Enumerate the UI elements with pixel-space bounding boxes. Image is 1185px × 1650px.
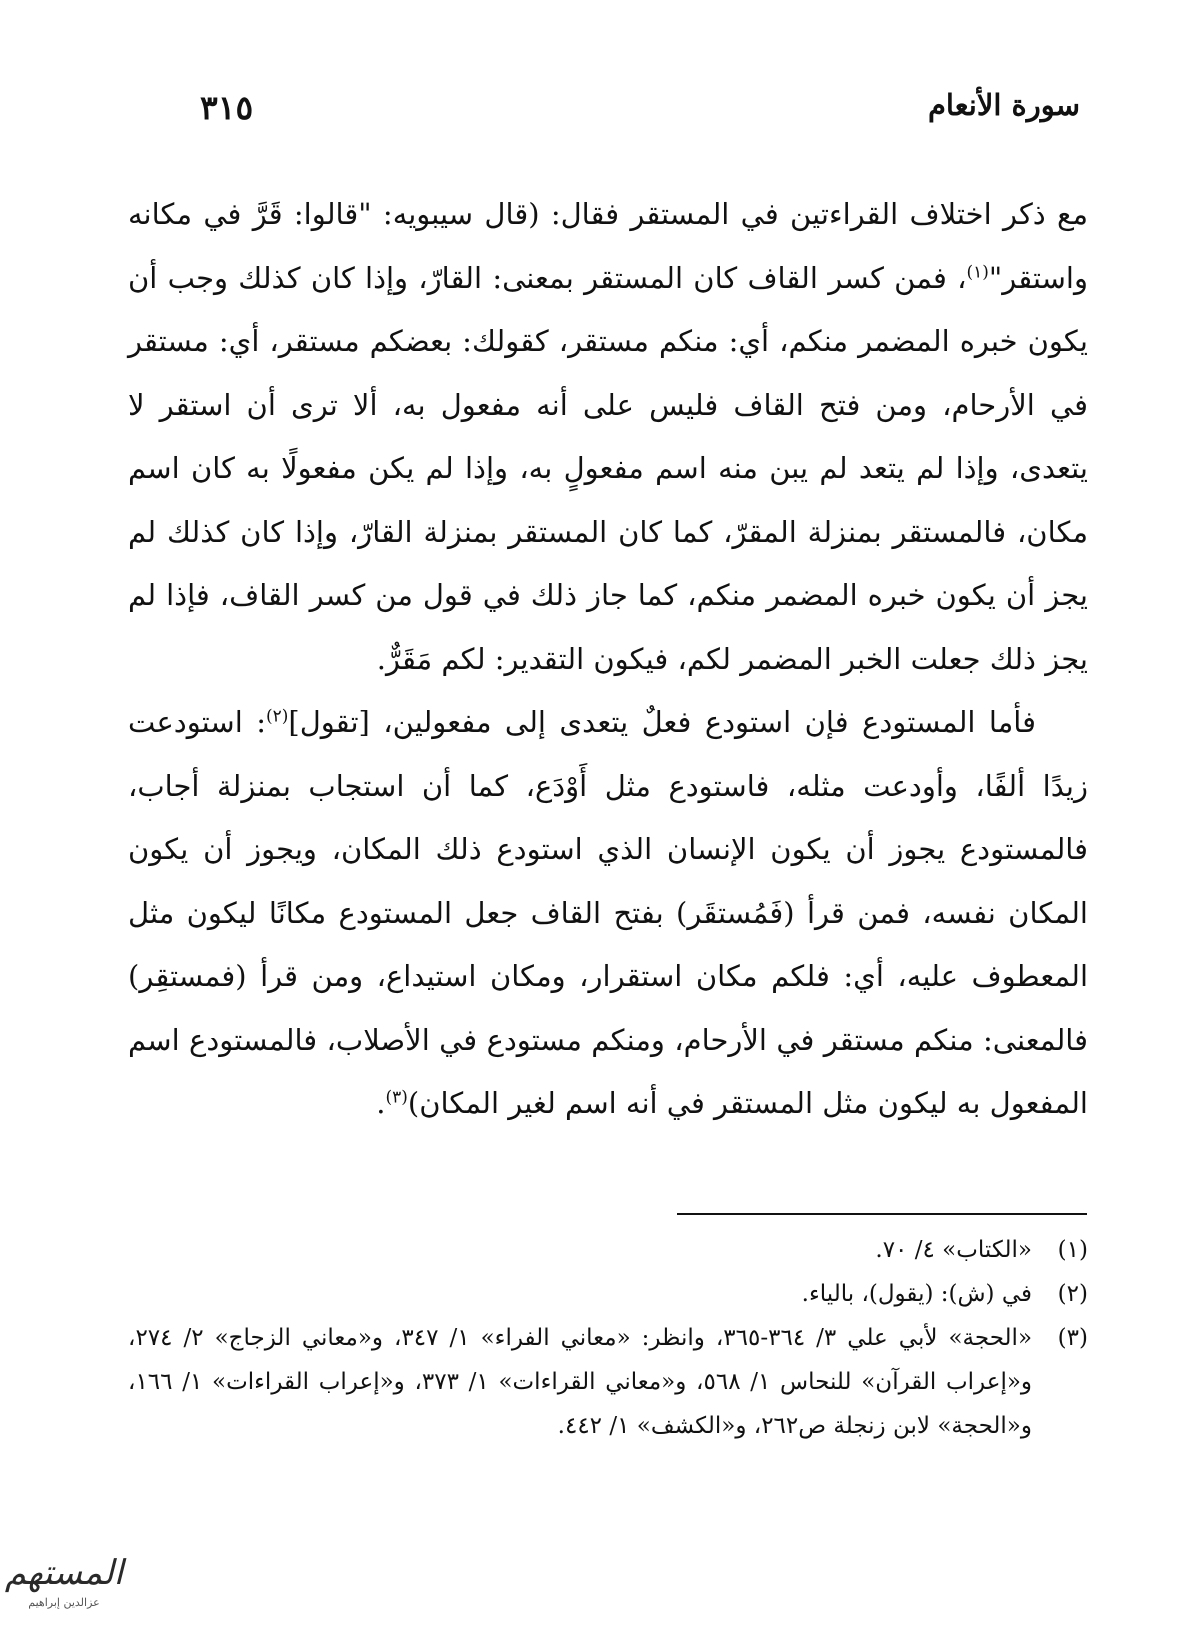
running-title: سورة الأنعام bbox=[927, 88, 1080, 122]
footnote-ref-1: (١) bbox=[966, 261, 989, 282]
page-header bbox=[200, 88, 1080, 138]
footnote-item bbox=[128, 1316, 1088, 1448]
watermark-sub: عزالدين إبراهيم bbox=[28, 1596, 100, 1609]
paragraph-2 bbox=[128, 691, 1088, 1136]
watermark-main: المستهم bbox=[4, 1553, 124, 1593]
footnotes bbox=[128, 1228, 1088, 1448]
footnote-text: «الكتاب» ٤/ ٧٠. bbox=[875, 1237, 1032, 1263]
footnote-marker: (١) bbox=[1057, 1237, 1088, 1263]
footnote-ref-3: (٣) bbox=[385, 1087, 408, 1108]
footnote-text: في (ش): (يقول)، بالياء. bbox=[801, 1281, 1032, 1307]
paragraph-1 bbox=[128, 183, 1088, 691]
paragraph-2-end: . bbox=[376, 1086, 386, 1120]
footnote-item bbox=[128, 1272, 1088, 1316]
footnote-item bbox=[128, 1228, 1088, 1272]
main-text bbox=[128, 183, 1088, 1136]
paragraph-1-continued: ، فمن كسر القاف كان المستقر بمعنى: القارّ، وإذا كان كذلك وجب أن يكون خبره المضمر منكم، أي: منكم مستقر، كقولك: بعضكم مستقر، أي: مستقر في الأرحام، ومن فتح القاف فليس على أنه مفعول به، ألا ترى أن استقر لا يتعدى، وإذا لم يتعد لم يبن منه اسم مفعولٍ به، وإذا لم يكن مفعولًا به كان اسم مكان، فالمستقر بمنزلة المقرّ، كما كان المستقر بمنزلة القارّ، وإذا كان كذلك لم يجز أن يكون خبره المضمر منكم، كما جاز ذلك في قول من كسر القاف، فإذا لم يجز ذلك جعلت الخبر المضمر لكم، فيكون التقدير: لكم مَقَرٌّ. bbox=[128, 260, 1088, 676]
library-watermark-logo bbox=[4, 1552, 124, 1642]
footnote-text: «الحجة» لأبي علي ٣/ ٣٦٤-٣٦٥، وانظر: «معاني الفراء» ١/ ٣٤٧، و«معاني الزجاج» ٢/ ٢٧٤، و«إعراب القرآن» للنحاس ١/ ٥٦٨، و«معاني القراءات» ١/ ٣٧٣، و«إعراب القراءات» ١/ ١٦٦، و«الحجة» لابن زنجلة ص٢٦٢، و«الكشف» ١/ ٤٤٢. bbox=[128, 1325, 1033, 1439]
footnote-marker: (٢) bbox=[1057, 1281, 1088, 1307]
paragraph-1-text: مع ذكر اختلاف القراءتين في المستقر فقال: (قال سيبويه: "قالوا: قَرَّ في مكانه واستقر" bbox=[128, 197, 1088, 295]
paragraph-2-text: فأما المستودع فإن استودع فعلٌ يتعدى إلى مفعولين، [تقول] bbox=[288, 705, 1036, 739]
page-number: ٣١٥ bbox=[200, 88, 254, 127]
footnote-divider bbox=[677, 1213, 1087, 1215]
paragraph-2-continued: : استودعت زيدًا ألفًا، وأودعت مثله، فاستودع مثل أَوْدَع، كما أن استجاب بمنزلة أجاب، فالمستودع يجوز أن يكون الإنسان الذي استودع ذلك المكان، ويجوز أن يكون المكان نفسه، فمن قرأ (فَمُستقَر) بفتح القاف جعل المستودع مكانًا ليكون مثل المعطوف عليه، أي: فلكم مكان استقرار، ومكان استيداع، ومن قرأ (فمستقِر) فالمعنى: منكم مستقر في الأرحام، ومنكم مستودع في الأصلاب، فالمستودع اسم المفعول به ليكون مثل المستقر في أنه اسم لغير المكان) bbox=[128, 705, 1088, 1120]
footnote-ref-2: (٢) bbox=[266, 706, 289, 727]
footnote-marker: (٣) bbox=[1057, 1325, 1088, 1351]
